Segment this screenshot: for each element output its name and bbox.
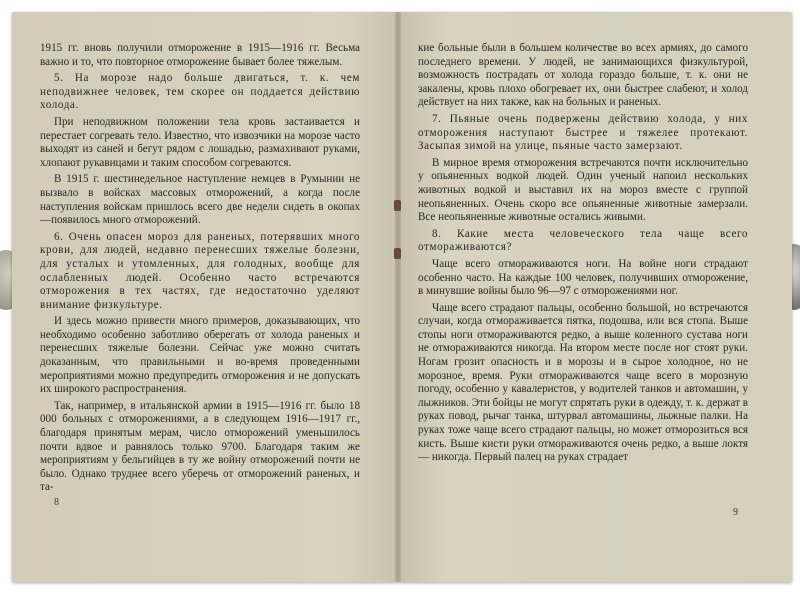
left-page-text	[40, 42, 360, 498]
paragraph: Так, например, в итальянской армии в 1915—1916 гг. было 18 000 больных с отморожениями, а в следующем 1916—1917 гг., благодаря принятым мерам, число отморожений уменьшилось почти вдвое и равнялось только 9700. Благодаря таким же мероприятиям у бельгийцев в ту же войну отморожений почти не было. Однако труднее всего уберечь от отморожений раненых, и та-	[40, 399, 360, 494]
paragraph: В мирное время отморожения встречаются почти исключительно у опьяненных водкой людей. Один ученый напоил нескольких животных водкой и выставил их на мороз вместе с группой неопьяненных. Очень скоро все опьяненные животные замерзали. Все неопьяненные животные остались живыми.	[418, 156, 748, 224]
staple	[394, 200, 401, 211]
paragraph: И здесь можно привести много примеров, доказывающих, что необходимо особенно заботливо оберегать от холода раненых и перенесших тяжелые болезни. Сейчас уже можно считать доказанным, что правильными и во-время проведенными мероприятиями можно предупредить отморожения и не допускать их широкого распространения.	[40, 315, 360, 396]
paragraph: При неподвижном положении тела кровь застаивается и перестает согревать тело. Известно, что извозчики на морозе часто выходят из саней и бегут рядом с лошадью, размахивают руками, хлопают рукавицами и таким способом согреваются.	[40, 115, 360, 169]
right-page-text	[418, 42, 748, 468]
paragraph: В 1915 г. шестинедельное наступление немцев в Румынии не вызвало в войсках массовых отморожений, а когда после наступления войскам пришлось всего две недели сидеть в окопах—появилось много отморожений.	[40, 173, 360, 227]
section-heading-paragraph: 6. Очень опасен мороз для раненых, потерявших много крови, для людей, недавно перенесших тяжелые болезни, для усталых и утомленных, для голодных, вообще для ослабленных людей. Особенно часто встречаются отморожения в тех частях, где недостаточно уделяют внимание физкультуре.	[40, 230, 360, 311]
paragraph: 1915 гг. вновь получили отморожение в 1915—1916 гг. Весьма важно и то, что повторное отморожение бывает более тяжелым.	[40, 42, 360, 68]
section-heading-paragraph: 8. Какие места человеческого тела чаще всего отмораживаются?	[418, 227, 748, 254]
paragraph: кие больные были в большем количестве во всех армиях, до самого последнего времени. У людей, не занимающихся физкультурой, возможность пострадать от холода гораздо больше, т. к. они не закалены, кровь плохо обогревает их, они быстрее слабеют, и холод действует на них также, как на больных и раненых.	[418, 42, 748, 109]
paragraph: Чаще всего страдают пальцы, особенно большой, но встречаются случаи, когда отмораживается пятка, подошва, или вся стопа. Выше стопы ноги отмораживаются редко, а выше коленного сустава ноги не отмораживаются никогда. На втором месте после ног стоят руки. Ногам грозит опасность и в морозы и в сырое холодное, но не морозное, время. Руки отмораживаются чаще всего в морозную погоду, особенно у кавалеристов, у водителей танков и автомашин, у лыжников. Эти бойцы не могут спрятать руки в одежду, т. к. держат в руках повод, рычаг танка, штурвал автомашины, лыжные палки. На руках тоже чаще всего страдают пальцы, но может отморозиться вся кисть. Выше кисти руки отмораживаются очень редко, а выше локтя — никогда. Первый палец на руках страдает	[418, 301, 748, 464]
section-heading-paragraph: 5. На морозе надо больше двигаться, т. к. чем неподвижнее человек, тем скорее он поддается действию холода.	[40, 72, 360, 112]
book-gutter	[395, 12, 401, 582]
staple	[394, 248, 401, 259]
paragraph: Чаще всего отмораживаются ноги. На войне ноги страдают особенно часто. На каждые 100 человек, получивших отморожение, в минувшие войны было 96—97 с отморожениями ног.	[418, 257, 748, 298]
page-number: 8	[54, 497, 59, 508]
page-number: 9	[733, 507, 738, 518]
section-heading-paragraph: 7. Пьяные очень подвержены действию холода, у них отморожения наступают быстрее и тяжелее протекают. Засыпая зимой на улице, пьяные часто замерзают.	[418, 112, 748, 153]
